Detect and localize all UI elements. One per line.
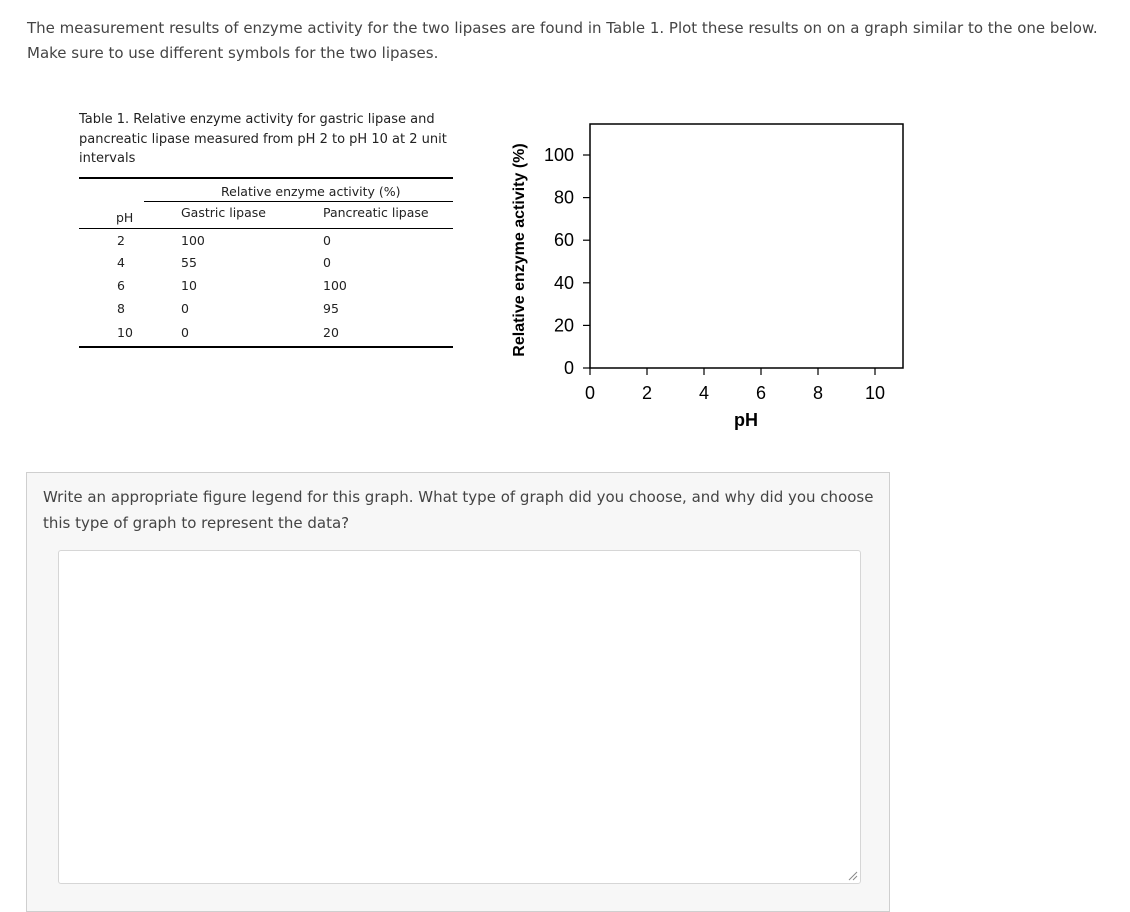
x-tick-label: 4	[698, 383, 710, 403]
table-cell-pancreatic: 95	[323, 301, 339, 316]
resize-handle-icon[interactable]	[848, 871, 858, 881]
table-cell-gastric: 0	[181, 301, 189, 316]
table-group-rule	[144, 201, 453, 202]
table-caption	[79, 110, 454, 169]
table-caption-line-3: intervals	[79, 151, 136, 166]
table-header-pancreatic: Pancreatic lipase	[323, 205, 429, 220]
table-bottom-rule	[79, 346, 453, 348]
table-header-ph: pH	[116, 210, 134, 225]
y-tick-label: 100	[543, 145, 574, 165]
x-axis	[585, 368, 885, 403]
empty-graph-template	[500, 110, 920, 440]
table-cell-pancreatic: 100	[323, 278, 347, 293]
instructions-line-2: Make sure to use different symbols for the two lipases.	[27, 44, 439, 62]
table-caption-line-1: Table 1. Relative enzyme activity for gastric lipase and	[79, 112, 435, 127]
x-tick-label: 8	[812, 383, 824, 403]
table-caption-line-2: pancreatic lipase measured from pH 2 to pH 10 at 2 unit	[79, 131, 447, 147]
y-axis	[544, 145, 590, 378]
x-tick-label: 2	[641, 383, 653, 403]
table-cell-ph: 8	[117, 301, 125, 316]
table-cell-pancreatic: 0	[323, 233, 331, 248]
instructions	[27, 16, 1117, 66]
answer-textarea[interactable]	[58, 550, 861, 884]
table-cell-gastric: 0	[181, 325, 189, 340]
x-tick-label: 0	[584, 383, 596, 403]
y-tick-label: 40	[553, 272, 574, 293]
table-cell-ph: 4	[117, 255, 125, 270]
table-cell-gastric: 55	[181, 255, 197, 270]
table-cell-pancreatic: 0	[323, 255, 331, 270]
plot-frame	[590, 124, 903, 368]
y-tick-label: 60	[553, 230, 574, 251]
y-tick-label: 80	[553, 187, 574, 208]
x-tick-label: 6	[755, 383, 767, 403]
table-header-rule	[79, 228, 453, 229]
table-cell-ph: 6	[117, 278, 125, 293]
y-tick-label: 20	[553, 315, 574, 336]
table-top-rule	[79, 177, 453, 179]
question-panel	[26, 472, 890, 912]
question-prompt	[43, 484, 873, 536]
x-axis-label: pH	[734, 410, 758, 430]
x-tick-label: 10	[864, 383, 886, 403]
table-header-gastric: Gastric lipase	[181, 205, 266, 220]
instructions-line-1: The measurement results of enzyme activity for the two lipases are found in Table 1. Plot these results on on a graph similar to the one below.	[27, 19, 1098, 37]
table-cell-ph: 10	[117, 325, 133, 340]
table-cell-gastric: 100	[181, 233, 205, 248]
question-line-1: Write an appropriate figure legend for this graph. What type of graph did you choose, and why did you choose	[43, 488, 874, 506]
table-cell-ph: 2	[117, 233, 125, 248]
table-group-header: Relative enzyme activity (%)	[221, 184, 401, 199]
y-tick-label: 0	[563, 358, 574, 378]
table-cell-pancreatic: 20	[323, 325, 339, 340]
table-cell-gastric: 10	[181, 278, 197, 293]
y-axis-label: Relative enzyme activity (%)	[511, 143, 528, 357]
question-line-2: this type of graph to represent the data?	[43, 514, 350, 532]
